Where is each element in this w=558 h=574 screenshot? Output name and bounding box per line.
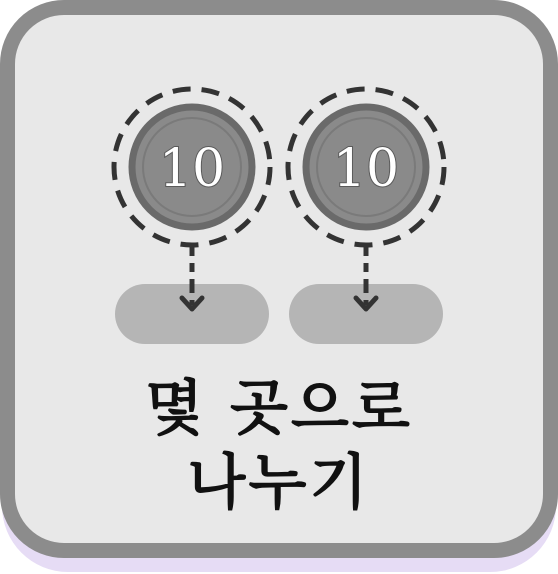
coin-right-value: 10	[332, 139, 400, 199]
card-title-line-2: 나누기	[187, 448, 371, 518]
coin-left	[114, 89, 270, 245]
coin-right	[288, 89, 444, 245]
card-title	[0, 372, 558, 520]
card-title-line-1: 몇 곳으로	[145, 374, 413, 444]
coin-left-value: 10	[158, 139, 226, 199]
